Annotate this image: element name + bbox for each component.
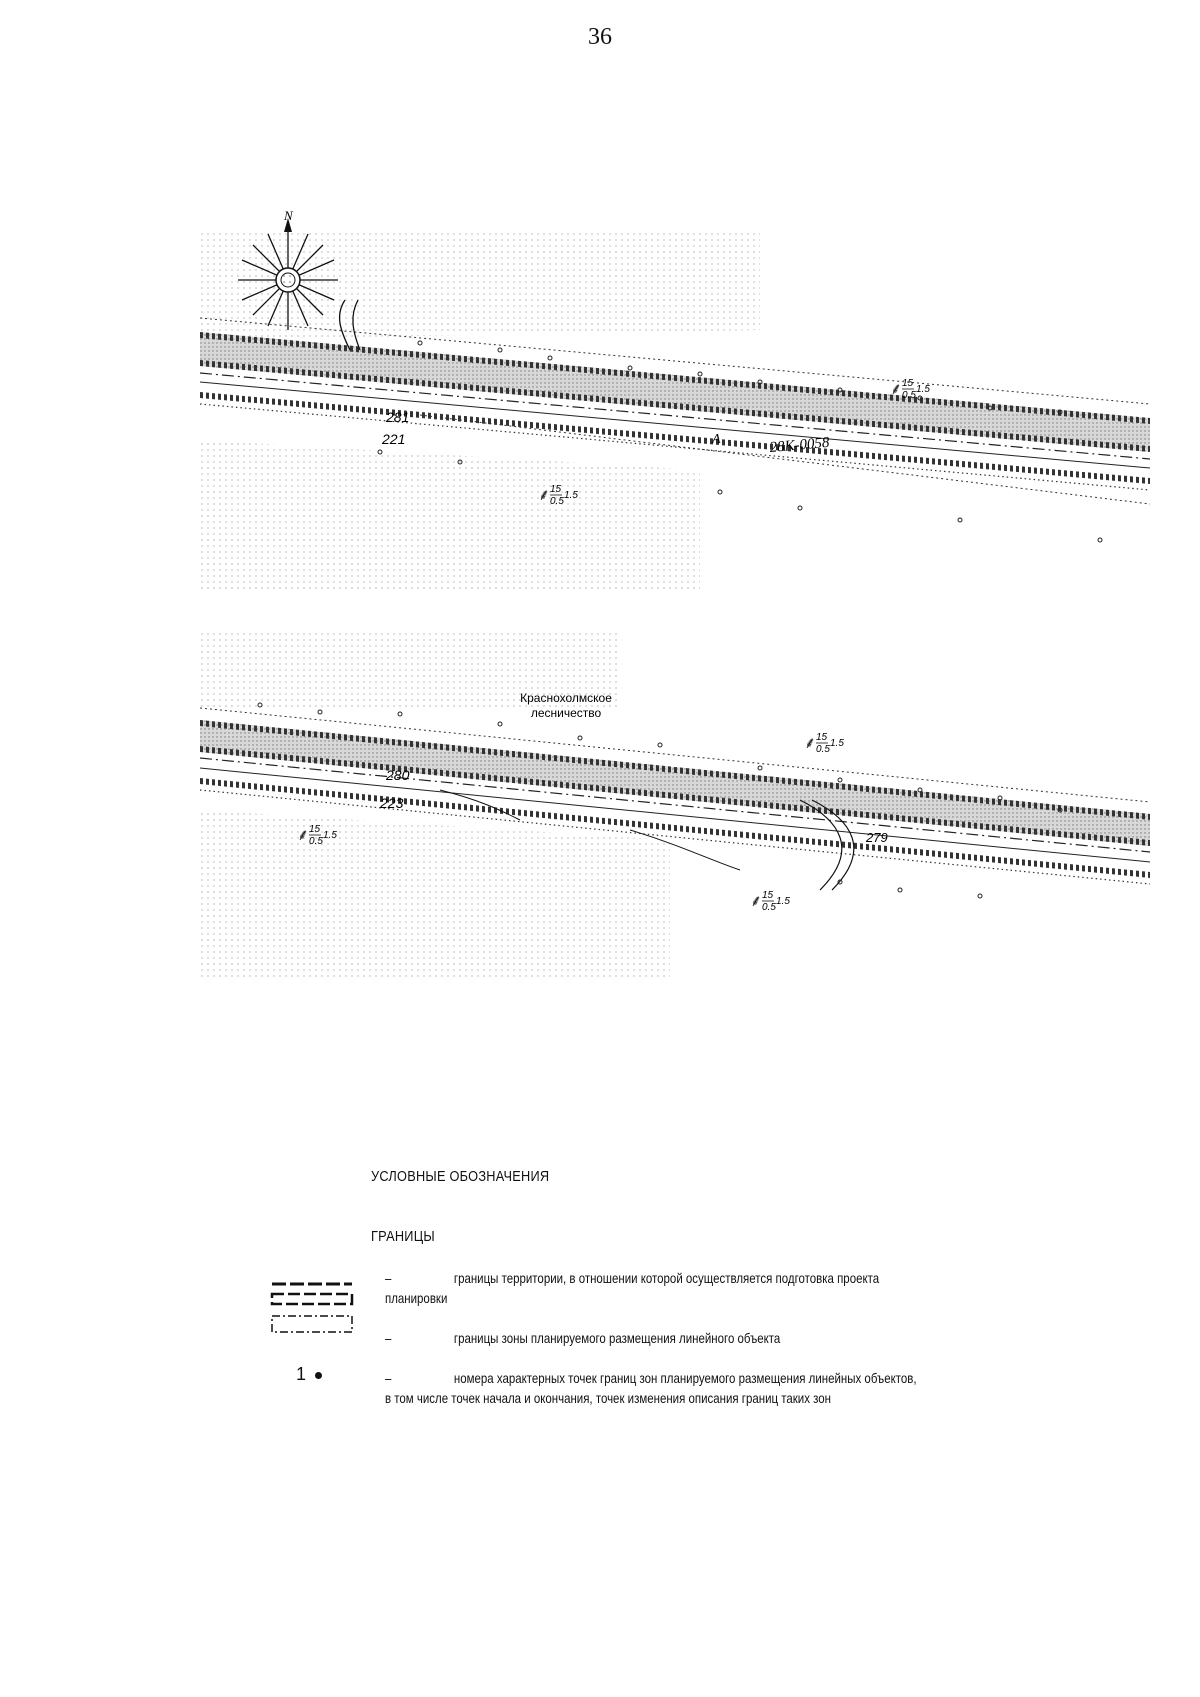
svg-text:1.5: 1.5 bbox=[323, 830, 337, 841]
forestry-label: лесничество bbox=[530, 706, 602, 720]
tree-icon: ⸙ bbox=[890, 381, 903, 398]
svg-text:0.5: 0.5 bbox=[550, 496, 564, 507]
legend-title: УСЛОВНЫЕ ОБОЗНАЧЕНИЯ bbox=[371, 1168, 550, 1185]
point-label: 223 bbox=[380, 795, 404, 811]
north-label: N bbox=[284, 208, 293, 223]
tree-icon: ⸙ bbox=[804, 735, 817, 752]
tree-icon: ⸙ bbox=[297, 827, 310, 844]
legend-text: – границы зоны планируемого размещения линейного объекта bbox=[385, 1330, 781, 1346]
point-label: 280 bbox=[386, 767, 410, 783]
map-strip-2-canvas bbox=[200, 620, 1150, 990]
svg-text:1.5: 1.5 bbox=[916, 384, 930, 395]
legend-text: – границы территории, в отношении которой осуществляется подготовка проекта планировки bbox=[385, 1270, 880, 1306]
svg-text:15: 15 bbox=[762, 890, 774, 901]
tree-icon: ⸙ bbox=[538, 487, 551, 504]
point-label: 279 bbox=[866, 830, 888, 845]
tree-icon: ⸙ bbox=[750, 893, 763, 910]
svg-text:0.5: 0.5 bbox=[309, 836, 323, 847]
svg-text:1.5: 1.5 bbox=[830, 738, 844, 749]
road-class-label: А bbox=[712, 432, 721, 447]
forest-stand-label bbox=[890, 378, 930, 401]
map-strip-2 bbox=[200, 620, 1150, 990]
forestry-label: Краснохолмское bbox=[520, 691, 612, 705]
forest-stand-label bbox=[804, 732, 844, 755]
road-number-label: 28К-0058 bbox=[768, 434, 831, 456]
svg-text:15: 15 bbox=[309, 824, 321, 835]
point-dot-icon bbox=[315, 1372, 322, 1379]
svg-text:0.5: 0.5 bbox=[902, 390, 916, 401]
forest-stand-label bbox=[750, 890, 790, 913]
map-strip-1-canvas bbox=[200, 190, 1150, 610]
svg-text:1.5: 1.5 bbox=[776, 896, 790, 907]
svg-text:15: 15 bbox=[902, 378, 914, 389]
svg-text:0.5: 0.5 bbox=[816, 744, 830, 755]
map-strip-1 bbox=[200, 190, 1150, 610]
svg-text:1.5: 1.5 bbox=[564, 490, 578, 501]
boundary-point-marker: 1 bbox=[296, 1364, 322, 1385]
point-label: 221 bbox=[382, 431, 406, 447]
point-label: 281 bbox=[386, 409, 410, 425]
legend-text: – номера характерных точек границ зон планируемого размещения линейных объектов, в том числе точек начала и окончания, точек изменения описания границ таких зон bbox=[385, 1370, 917, 1406]
svg-text:0.5: 0.5 bbox=[762, 902, 776, 913]
planning-boundary-symbol bbox=[260, 1280, 360, 1340]
svg-text:15: 15 bbox=[816, 732, 828, 743]
svg-text:15: 15 bbox=[550, 484, 562, 495]
page-number: 36 bbox=[588, 24, 612, 50]
legend-section-title: ГРАНИЦЫ bbox=[371, 1228, 435, 1245]
